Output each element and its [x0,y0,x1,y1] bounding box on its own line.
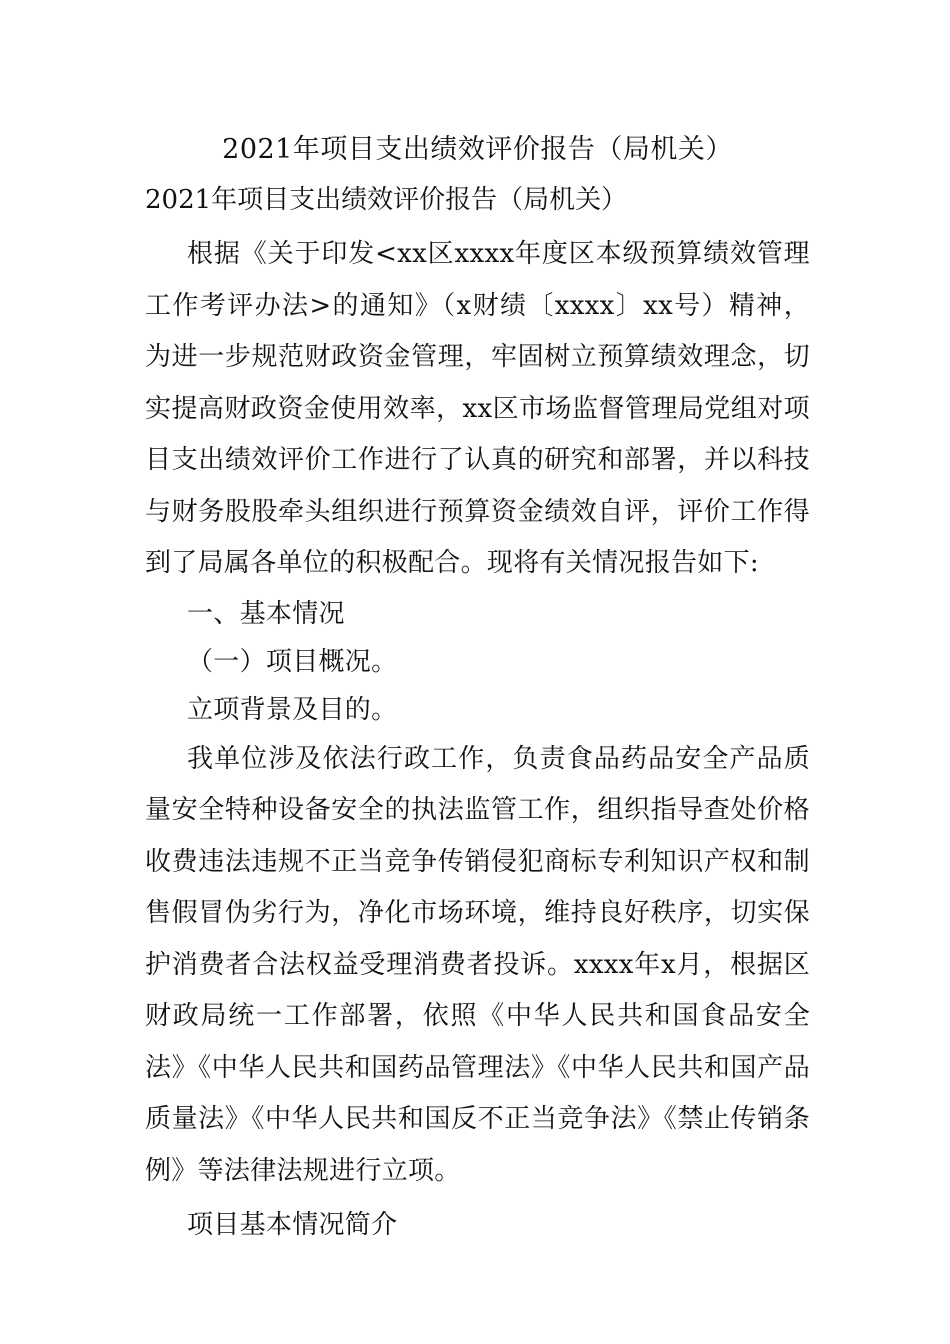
background-paragraph: 我单位涉及依法行政工作，负责食品药品安全产品质量安全特种设备安全的执法监管工作，组织指导查处价格收费违法违规不正当竞争传销侵犯商标专利知识产权和制售假冒伪劣行为，净化市场环境，维持良好秩序，切实保护消费者合法权益受理消费者投诉。xxxx年x月，根据区财政局统一工作部署，依照《中华人民共和国食品安全法》《中华人民共和国药品管理法》《中华人民共和国产品质量法》《中华人民共和国反不正当竞争法》《禁止传销条例》等法律法规进行立项。 [145,743,810,1186]
intro-paragraph: 根据《关于印发<xx区xxxx年度区本级预算绩效管理工作考评办法>的通知》（x财绩〔xxxx〕xx号）精神，为进一步规范财政资金管理，牢固树立预算绩效理念，切实提高财政资金使用效率，xx区市场监督管理局党组对项目支出绩效评价工作进行了认真的研究和部署，并以科技与财务股股牵头组织进行预算资金绩效自评，评价工作得到了局属各单位的积极配合。现将有关情况报告如下: [145,239,810,578]
document-title: 2021年项目支出绩效评价报告（局机关） [222,134,733,165]
document-page [145,128,810,1249]
item-heading-background: 立项背景及目的。 [187,694,398,725]
section-heading-basic-info: 一、基本情况 [187,598,345,629]
subsection-heading-project-overview: （一）项目概况。 [187,646,398,677]
item-heading-project-intro: 项目基本情况简介 [187,1210,398,1240]
document-subtitle: 2021年项目支出绩效评价报告（局机关） [145,185,628,215]
